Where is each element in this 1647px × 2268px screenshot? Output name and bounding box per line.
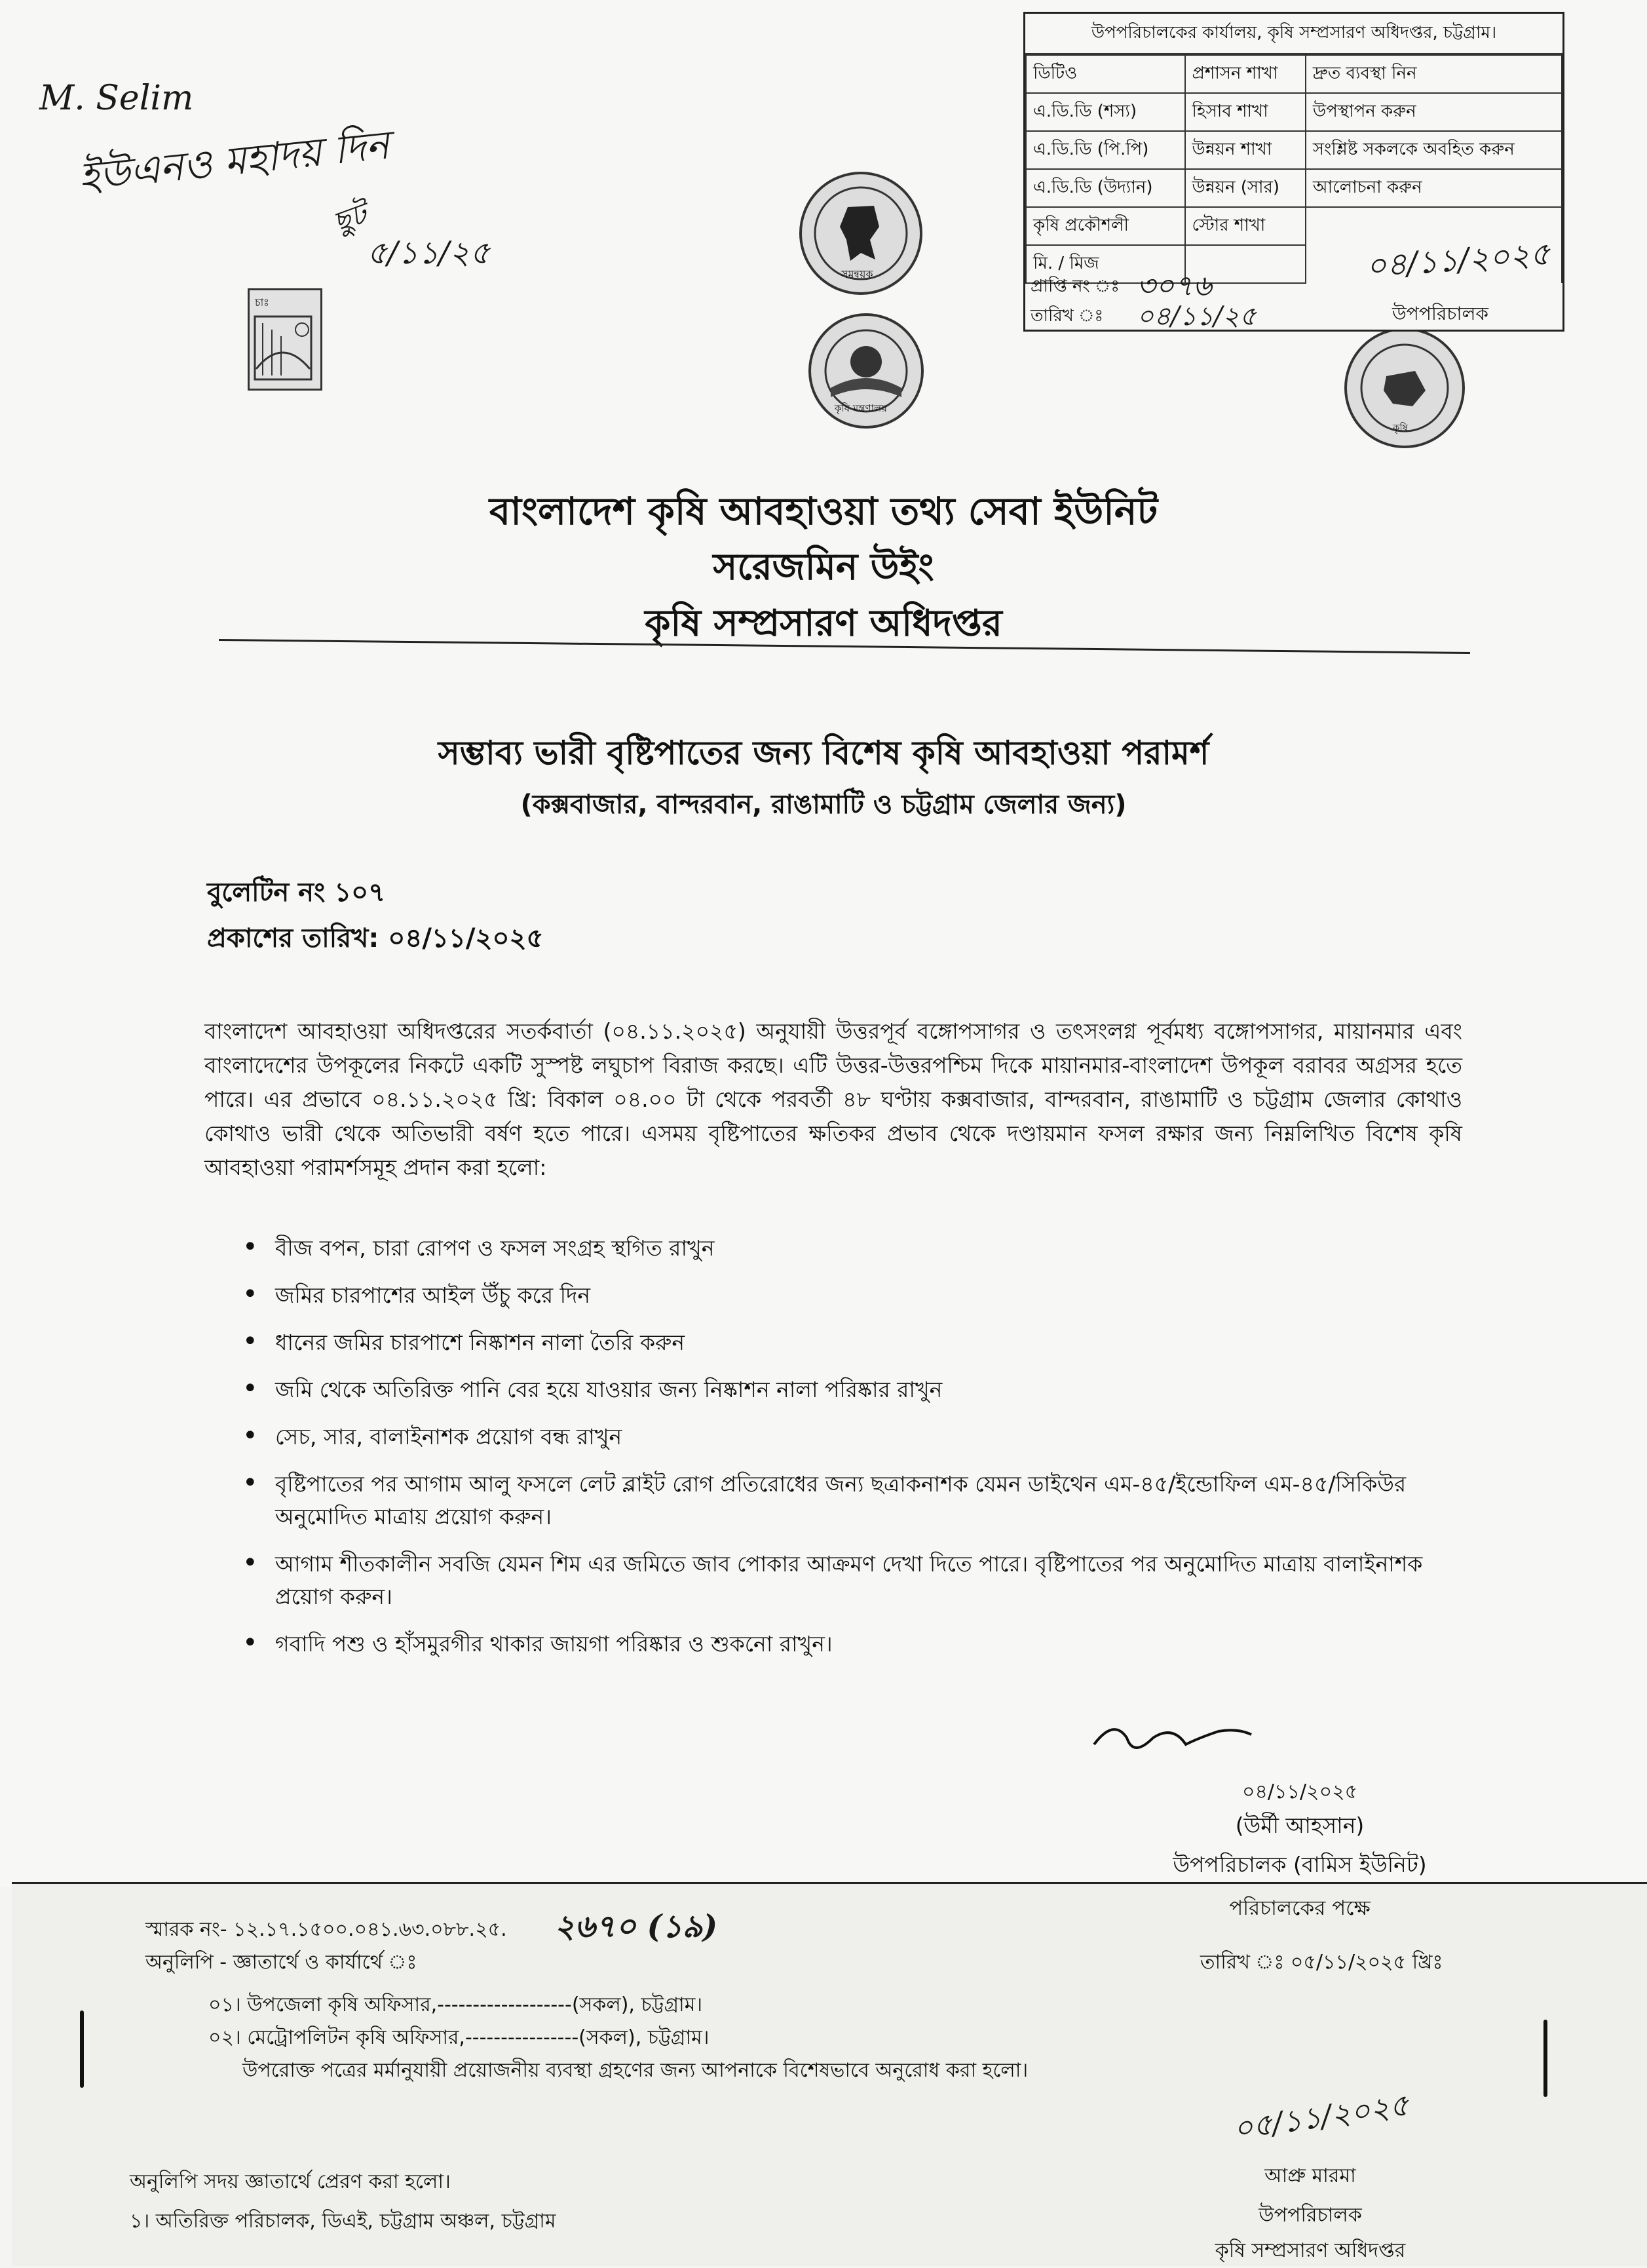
inward-register-stamp [1023,12,1564,332]
staple-left [80,2010,84,2088]
register-designation: উপপরিচালক [1392,303,1488,324]
signatory-designation: উপপরিচালক (বামিস ইউনিট) [1173,1852,1427,1877]
bamis-logo-text: চাঃ [255,296,269,309]
header-line-2: সরেজমিন উইং [713,546,934,588]
register-cell: এ.ডি.ডি (পি.পি) [1026,131,1185,169]
register-cell: সংশ্লিষ্ট সকলকে অবহিত করুন [1306,131,1562,169]
advisory-title: সম্ভাব্য ভারী বৃষ্টিপাতের জন্য বিশেষ কৃষি আবহাওয়া পরামর্শ [438,734,1209,772]
signature-date: ০৪/১১/২০২৫ [1241,1780,1358,1803]
advice-item: • সেচ, সার, বালাইনাশক প্রয়োগ বন্ধ রাখুন [216,1421,1461,1453]
handwritten-initial-date: ৫/১১/২৫ [367,235,491,271]
signature-icon [1088,1712,1258,1771]
advisory-paragraph: বাংলাদেশ আবহাওয়া অধিদপ্তরের সতর্কবার্তা (০৪.১১.২০২৫) অনুযায়ী উত্তরপূর্ব বঙ্গোপসাগর ও তৎসংলগ্ন পূর্বমধ্য বঙ্গোপসাগর, মায়ানমার এবং বাংলাদেশের উপকূলের নিকটে একটি সুস্পষ্ট লঘুচাপ বিরাজ করছে। এটি উত্তর-উত্তরপশ্চিম দিকে মায়ানমার-বাংলাদেশ উপকূল বরাবর অগ্রসর হতে পারে। এর প্রভাবে ০৪.১১.২০২৫ খ্রি: বিকাল ০৪.০০ টা থেকে পরবর্তী ৪৮ ঘণ্টায় কক্সবাজার, বান্দরবান, রাঙামাটি ও চট্টগ্রাম জেলার কোথাও কোথাও ভারী থেকে অতিভারী বর্ষণ হতে পারে। এসময় বৃষ্টিপাতের ক্ষতিকর প্রভাব থেকে দণ্ডায়মান ফসল রক্ষার জন্য নিম্নলিখিত বিশেষ কৃষি আবহাওয়া পরামর্শসমূহ প্রদান করা হলো: [204,1018,1462,1180]
date-label: তারিখ ঃ [1031,306,1104,326]
recipient-item: ০২। মেট্রোপলিটন কৃষি অফিসার,----------------(সকল), চট্টগ্রাম। [208,2026,710,2049]
staple-right [1543,2020,1547,2097]
bulletin-date: প্রকাশের তারিখ: ০৪/১১/২০২৫ [207,923,544,953]
receive-date-value: ০৪/১১/২৫ [1137,301,1257,332]
register-cell: হিসাব শাখা [1185,93,1306,131]
handwritten-name: M. Selim [39,79,194,118]
bamis-logo [248,288,322,391]
dae-seal [1344,328,1465,448]
receive-no-value: ৩০৭৬ [1137,269,1212,303]
handwritten-sign-date: ০৪/১১/২০২৫ [1365,235,1552,285]
forwarding-signer-name: আপ্রু মারমা [1264,2164,1356,2187]
memo-number-handwritten: ২৬৭০ (১৯) [554,1908,718,1945]
register-cell: স্টোর শাখা [1185,207,1306,245]
bulletin-number: বুলেটিন নং ১০৭ [207,877,386,908]
register-cell: উন্নয়ন শাখা [1185,131,1306,169]
register-office: উপপরিচালকের কার্যালয়, কৃষি সম্প্রসারণ অধিদপ্তর, চট্টগ্রাম। [1025,14,1562,54]
government-seal-1 [799,172,922,295]
register-cell: ডিটিও [1026,55,1185,93]
handwritten-note: ইউএনও মহাদয় দিন [77,122,392,201]
signature-scribble [1088,1712,1258,1773]
memo-number-label: স্মারক নং- ১২.১৭.১৫০০.০৪১.৬৩.০৮৮.২৫. [145,1918,507,1941]
header-line-1: বাংলাদেশ কৃষি আবহাওয়া তথ্য সেবা ইউনিট [489,489,1158,533]
register-cell: প্রশাসন শাখা [1185,55,1306,93]
advisory-subtitle: (কক্সবাজার, বান্দরবান, রাঙামাটি ও চট্টগ্রাম জেলার জন্য) [520,790,1127,820]
advice-item: • বীজ বপন, চারা রোপণ ও ফসল সংগ্রহ স্থগিত রাখুন [216,1232,1461,1265]
register-cell: এ.ডি.ডি (শস্য) [1026,93,1185,131]
memo-date: তারিখ ঃ ০৫/১১/২০২৫ খ্রিঃ [1200,1951,1443,1974]
register-cell: উপস্থাপন করুন [1306,93,1562,131]
advice-item: • জমি থেকে অতিরিক্ত পানি বের হয়ে যাওয়ার জন্য নিষ্কাশন নালা পরিষ্কার রাখুন [216,1374,1461,1406]
copy-label: অনুলিপি - জ্ঞাতার্থে ও কার্যার্থে ঃ [145,1951,417,1974]
request-text: উপরোক্ত পত্রের মর্মানুযায়ী প্রয়োজনীয় ব্যবস্থা গ্রহণের জন্য আপনাকে বিশেষভাবে অনুরোধ করা হলো। [242,2059,1029,2082]
register-row [1026,169,1562,207]
seal-3-text: কৃষি [1393,422,1409,434]
seal-2-text: কৃষি মন্ত্রণালয় [835,402,888,414]
receive-no-label: প্রাপ্তি নং ঃ [1031,277,1120,296]
register-cell: দ্রুত ব্যবস্থা নিন [1306,55,1562,93]
register-cell: মি. / মিজ [1026,245,1185,283]
register-row [1026,131,1562,169]
advice-item: • গবাদি পশু ও হাঁসমুরগীর থাকার জায়গা পরিষ্কার ও শুকনো রাখুন। [216,1628,1461,1661]
advice-item: • ধানের জমির চারপাশে নিষ্কাশন নালা তৈরি করুন [216,1326,1461,1359]
seal-1-text: সমন্বয়ক [841,268,873,280]
bottom-handwritten-date: ০৫/১১/২০২৫ [1230,2086,1411,2147]
signatory-name: (উর্মী আহসান) [1235,1813,1365,1838]
ministry-seal [808,313,924,429]
advice-list [216,1232,1461,1675]
register-cell: এ.ডি.ডি (উদ্যান) [1026,169,1185,207]
advice-item: • আগাম শীতকালীন সবজি যেমন শিম এর জমিতে জাব পোকার আক্রমণ দেখা দিতে পারে। বৃষ্টিপাতের পর অনুমোদিত মাত্রায় বালাইনাশক প্রয়োগ করুন। [216,1548,1461,1613]
register-row [1026,55,1562,93]
handwritten-initial: ছুট [328,197,371,240]
recipient-item: ০১। উপজেলা কৃষি অফিসার,-------------------(সকল), চট্টগ্রাম। [208,1993,703,2016]
advice-item: • জমির চারপাশের আইল উঁচু করে দিন [216,1279,1461,1312]
cc-item: ১। অতিরিক্ত পরিচালক, ডিএই, চট্টগ্রাম অঞ্চল, চট্টগ্রাম [130,2210,556,2233]
signatory-on-behalf: পরিচালকের পক্ষে [1229,1896,1371,1920]
register-cell: আলোচনা করুন [1306,169,1562,207]
forwarding-signer-office: কৃষি সম্প্রসারণ অধিদপ্তর [1215,2239,1406,2262]
register-row [1026,93,1562,131]
register-cell: কৃষি প্রকৌশলী [1026,207,1185,245]
forwarding-signer-designation: উপপরিচালক [1259,2204,1362,2227]
header-line-3: কৃষি সম্প্রসারণ অধিদপ্তর [645,602,1002,645]
register-cell: উন্নয়ন (সার) [1185,169,1306,207]
advice-item: • বৃষ্টিপাতের পর আগাম আলু ফসলে লেট ব্লাইট রোগ প্রতিরোধের জন্য ছত্রাকনাশক যেমন ডাইথেন এম-৪৫/ইন্ডোফিল এম-৪৫/সিকিউর অনুমোদিত মাত্রায় প্রয়োগ করুন। [216,1468,1461,1533]
cc-label: অনুলিপি সদয় জ্ঞাতার্থে প্রেরণ করা হলো। [130,2170,451,2193]
